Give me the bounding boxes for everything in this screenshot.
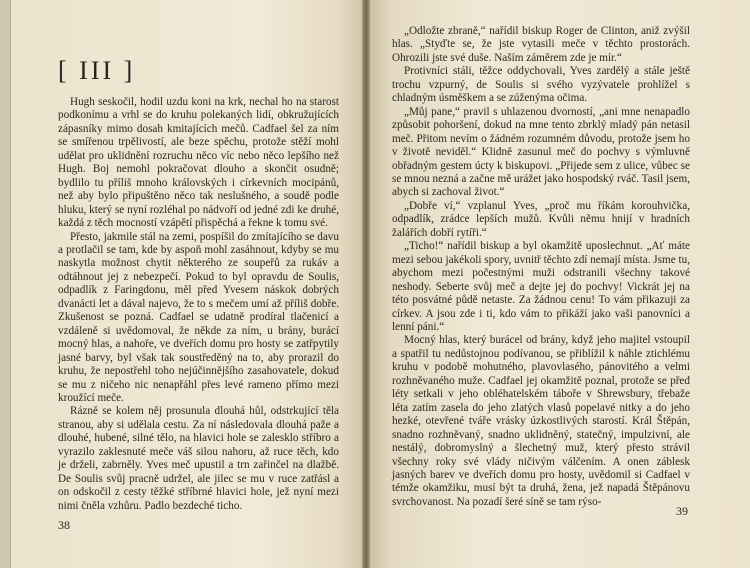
paragraph: Hugh seskočil, hodil uzdu koni na krk, nechal ho na starost podkonímu a vrhl se do kruhu polekaných lidí, obkružujících zápasníky mimo dosah kmitajících mečů. Cadfael šel za ním se smířenou trpělivostí, ale beze spěchu, protože stěží mohl udělat pro uklidnění rozruchu něco víc nebo něco lepšího než Hugh. Boj nemohl pokračovat dlouho a skončit osudně; bydlilo tu příliš mnoho královských i církevních mocipánů, než aby bylo připuštěno něco tak neslušného, a soudě podle hluku, který se nyní rozléhal po nádvoří od jedné zdi ke druhé, každá z těch mocností vzápětí přispěchá a řekne k tomu své.: [58, 96, 339, 230]
chapter-heading: [ III ]: [58, 56, 136, 85]
paragraph: „Odložte zbraně,“ nařídil biskup Roger de Clinton, aniž zvýšil hlas. „Styďte se, že jste vytasili meče v těchto prostorách. Ohrozili jste své duše. Naším záměrem zde je mír.“: [392, 25, 690, 64]
paragraph: Rázně se kolem něj prosunula dlouhá hůl, odstrkující těla stranou, aby si udělala cestu. Za ní následovala dlouhá paže a dlouhé, hubené, silné tělo, na hlavici hole se zalesklo stříbro a vyrazilo zaklesnuté meče váš silou nahoru, až ruce těch, kdo je drželi, zabrněly. Yves meč upustil a trn zařinčel na dlažbě. De Soulis svůj pracně udržel, ale jilec se mu v ruce zatřásl a on odskočil z cesty těžké stříbrné hlavici hole, jež nyní mezi nimi čněla vzhůru. Padlo bezdeché ticho.: [58, 405, 339, 512]
page-number-right: 39: [676, 504, 688, 518]
paragraph: Protivníci stáli, těžce oddychovali, Yves zardělý a stále ještě trochu vzpurný, de Soulis si svého vyzývatele prohlížel s chladným úsměškem a se zúženýma očima.: [392, 65, 690, 105]
right-page-text: [392, 25, 690, 509]
book-gutter: [362, 0, 370, 568]
left-page-text: [58, 96, 339, 513]
paragraph: „Můj pane,“ pravil s uhlazenou dvorností, „ani mne nenapadlo způsobit pohoršení, dokud na mne tento zbrklý mladý pán netasil meč. Přitom nevím o žádném rozumném důvodu, protože jsem ho v životě neviděl.“ Klidně zasunul meč do pochvy s výmluvně obřadným gestem úcty k biskupovi. „Přijede sem z ulice, vůbec se se mnou nezná a začne mě urážet jako hospodský rváč. Tasil jsem, abych si zachoval život.“: [392, 105, 690, 199]
paragraph: „Dobře ví,“ vzplanul Yves, „proč mu říkám korouhvička, odpadlík, zrádce lepších mužů. Kvůli němu hnijí v hradních žalářích dobří rytíři.“: [392, 199, 690, 239]
page-number-left: 38: [58, 518, 70, 532]
paragraph: Mocný hlas, který burácel od brány, když jeho majitel vstoupil a spatřil tu nedůstojnou podívanou, se přiblížil k náhle ztichlému kruhu v podobě mohutného, plavovlasého, pánovitého a velmi rozhněvaného muže. Cadfael jej okamžitě poznal, protože se před léty setkali v jeho obléhatelském táboře v Shrewsbury, třebaže léta zatím zasela do jeho zlatých vlasů popelavé nitky a do jeho hezké, otevřené tváře vrásky úzkostlivých starostí. Král Štěpán, snadno rozhněvaný, snadno uklidněný, statečný, impulzivní, ale nestálý, dobromyslný a šlechetný muž, který přesto strávil všechny roky své vlády ničivým válčením. A onen záblesk jasných barev ve dveřích domu pro hosty, uvědomil si Cadfael v témže okamžiku, musí být ta druhá, žena, jež napadá Štěpánovu svrchovanost. Na pozadí šeré síně se tam rýso-: [392, 334, 690, 508]
paragraph: Přesto, jakmile stál na zemi, pospíšil do zmítajícího se davu a protlačil se tam, kde by aspoň mohl zasáhnout, kdyby se mu naskytla možnost chytit některého ze soupeřů za rukáv a odtáhnout jej z nebezpečí. Pokud to byl opravdu de Soulis, odpadlík z Faringdonu, měl před Yvesem náskok dobrých dvanácti let a dával najevo, že to s mečem umí až příliš dobře. Zkušenost se pozná. Cadfael se udatně prodíral tlačenicí a vzdáleně si uvědomoval, že někde za ním, u brány, burácí mocný hlas, a nahoře, ve dveřích domu pro hosty se zatřpytily jasné barvy, byl však tak soustředěný na to, aby prorazil do kruhu, že nepostřehl toho nejúčinnějšího zasahovatele, dokud se mu z ničeho nic nenapřáhl přes levé rameno přímo mezi kroužící meče.: [58, 230, 339, 404]
paragraph: „Ticho!“ nařídil biskup a byl okamžitě uposlechnut. „Ať máte mezi sebou jakékoli spory, uvnitř těchto zdí nemají místa. Jsme tu, abychom mezi počestnými muži odstranili všechny takové neshody. Seberte svůj meč a dejte jej do pochvy! Vickrát jej na této posvátné půdě netaste. Za žádnou cenu! To vám přikazuji za církev. A jsou zde i ti, kdo vám to přikáží jako vaši panovníci a lenní páni.“: [392, 240, 690, 333]
